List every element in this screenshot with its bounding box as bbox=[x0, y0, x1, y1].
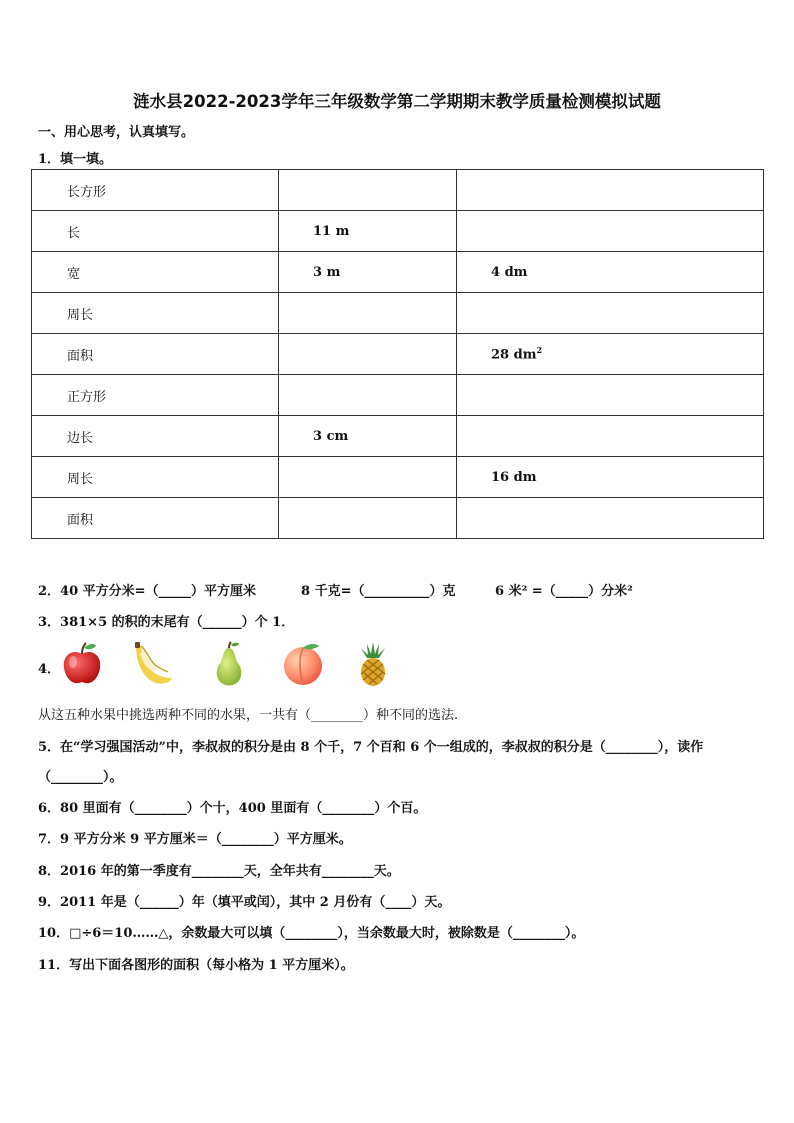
table-row bbox=[32, 293, 764, 334]
page-title: 涟水县2022-2023学年三年级数学第二学期期末教学质量检测模拟试题 bbox=[133, 92, 661, 111]
table-cell-text: 4 dm bbox=[491, 264, 528, 280]
table-cell-text: 长方形 bbox=[67, 184, 107, 200]
table-cell bbox=[279, 416, 457, 457]
question-11: 11．写出下面各图形的面积（每小格为 1 平方厘米）。 bbox=[38, 958, 354, 973]
table-cell bbox=[279, 252, 457, 293]
table-row bbox=[32, 170, 764, 211]
question-2-part-b: 8 千克=（__________）克 bbox=[301, 584, 456, 599]
question-6: 6．80 里面有（________）个十，400 里面有（________）个百。 bbox=[38, 801, 427, 816]
question-10: 10．□÷6＝10……△，余数最大可以填（________），当余数最大时，被除数是（________）。 bbox=[38, 926, 585, 941]
table-cell-text: 面积 bbox=[67, 512, 94, 528]
table-row-label bbox=[32, 416, 279, 457]
superscript: 2 bbox=[536, 345, 543, 356]
table-row-label bbox=[32, 211, 279, 252]
pear-icon bbox=[205, 640, 253, 688]
table-cell-text: 3 cm bbox=[313, 428, 349, 444]
table-cell-text: 宽 bbox=[67, 266, 81, 282]
table-cell bbox=[457, 293, 764, 334]
table-cell-text: 面积 bbox=[67, 348, 94, 364]
table-row-label bbox=[32, 498, 279, 539]
banana-icon bbox=[128, 640, 176, 688]
table-cell bbox=[279, 457, 457, 498]
table-row bbox=[32, 252, 764, 293]
table-cell bbox=[279, 334, 457, 375]
table-row bbox=[32, 457, 764, 498]
question-2-part-a: 2．40 平方分米=（_____）平方厘米 bbox=[38, 584, 257, 599]
question-7: 7．9 平方分米 9 平方厘米＝（________）平方厘米。 bbox=[38, 832, 352, 847]
table-cell-text: 周长 bbox=[67, 471, 94, 487]
table-cell bbox=[457, 375, 764, 416]
table-cell bbox=[279, 170, 457, 211]
fruit-row bbox=[0, 640, 794, 690]
table-row bbox=[32, 211, 764, 252]
table-row-label bbox=[32, 334, 279, 375]
question-8: 8．2016 年的第一季度有________天，全年共有________天。 bbox=[38, 864, 400, 879]
question-5-line-1: 5．在“学习强国活动”中，李叔叔的积分是由 8 个千，7 个百和 6 个一组成的，李叔叔的积分是（________），读作 bbox=[38, 740, 704, 755]
table-cell bbox=[457, 252, 764, 293]
table-cell-text: 3 m bbox=[313, 264, 341, 280]
peach-icon bbox=[279, 640, 327, 688]
table-row-label bbox=[32, 252, 279, 293]
table-cell-text: 正方形 bbox=[67, 389, 107, 405]
table-cell-text: 11 m bbox=[313, 223, 350, 239]
table-row bbox=[32, 334, 764, 375]
apple-icon bbox=[58, 640, 106, 688]
table-row-label bbox=[32, 457, 279, 498]
question-2-part-c: 6 米² =（_____）分米² bbox=[495, 584, 633, 599]
question-4-text: 从这五种水果中挑选两种不同的水果，一共有（________）种不同的选法. bbox=[38, 708, 459, 723]
table-cell bbox=[457, 457, 764, 498]
table-cell bbox=[279, 498, 457, 539]
question-5-line-2: （________）。 bbox=[38, 770, 123, 785]
table-row-label bbox=[32, 170, 279, 211]
question-9: 9．2011 年是（______）年（填平或闰），其中 2 月份有（____）天。 bbox=[38, 895, 451, 910]
question-3: 3．381×5 的积的末尾有（______）个 1． bbox=[38, 615, 295, 630]
section-heading: 一、用心思考，认真填写。 bbox=[38, 125, 195, 140]
table-row bbox=[32, 375, 764, 416]
table-cell bbox=[279, 211, 457, 252]
table-row bbox=[32, 498, 764, 539]
table-cell-text: 28 dm bbox=[491, 347, 537, 363]
table-cell bbox=[457, 416, 764, 457]
table-cell-text: 边长 bbox=[67, 430, 94, 446]
table-cell bbox=[457, 498, 764, 539]
pineapple-icon bbox=[349, 640, 397, 688]
table-cell-text: 周长 bbox=[67, 307, 94, 323]
table-row-label bbox=[32, 375, 279, 416]
table-cell bbox=[457, 334, 764, 375]
table-row-label bbox=[32, 293, 279, 334]
table-cell bbox=[279, 375, 457, 416]
table-cell-text: 16 dm bbox=[491, 469, 537, 485]
question-4-number: 4． bbox=[38, 662, 61, 677]
table-cell bbox=[457, 211, 764, 252]
table-cell bbox=[279, 293, 457, 334]
table-row bbox=[32, 416, 764, 457]
table-cell-text: 长 bbox=[67, 225, 81, 241]
question-1-label: 1．填一填。 bbox=[38, 152, 113, 167]
table-cell bbox=[457, 170, 764, 211]
fill-in-table bbox=[31, 169, 764, 539]
